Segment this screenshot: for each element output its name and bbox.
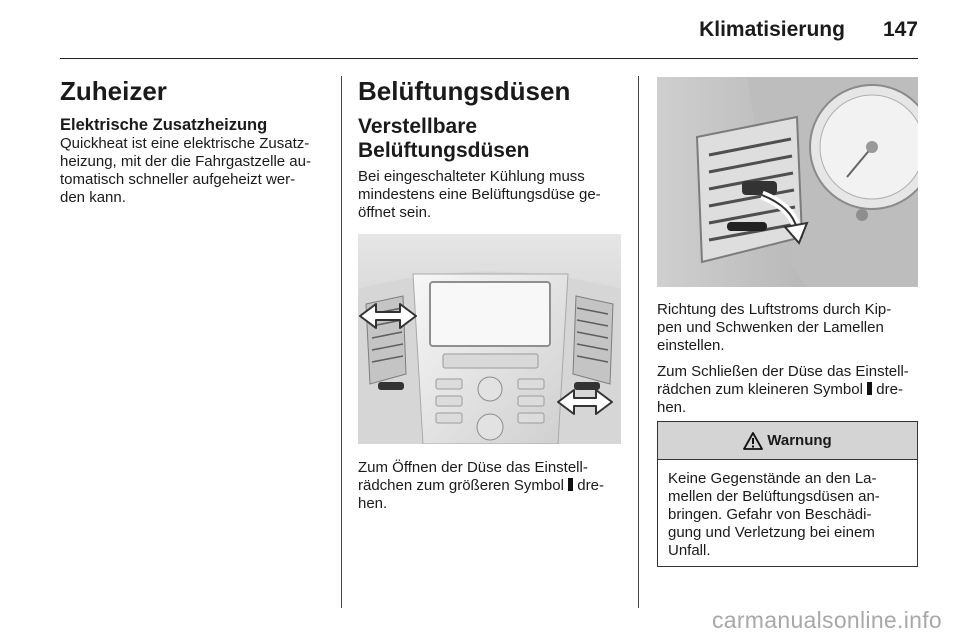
column-divider-2 — [638, 76, 639, 608]
paragraph-kuehlung — [358, 168, 626, 222]
paragraph-luftstrom — [657, 301, 927, 355]
text-line: hen. — [358, 495, 388, 512]
subheading-zusatzheizung: Elektrische Zusatzheizung — [60, 116, 268, 134]
running-header — [699, 18, 918, 42]
page-number: 147 — [882, 18, 918, 41]
column-divider-1 — [341, 76, 342, 608]
subheading-line: Belüftungsdüsen — [358, 139, 530, 162]
text-fragment: dre- — [573, 477, 604, 494]
text-line: gung und Verletzung bei einem — [668, 524, 875, 541]
warning-title: Warnung — [767, 432, 832, 449]
text-line: heizung, mit der die Fahrgastzelle au- — [60, 153, 311, 170]
text-line: tomatisch schneller aufgeheizt wer- — [60, 171, 296, 188]
subheading-line: Verstellbare — [358, 115, 478, 138]
paragraph-schliessen — [657, 363, 932, 417]
text-line: Zum Öffnen der Düse das Einstell- — [358, 459, 588, 476]
text-line: bringen. Gefahr von Beschädi- — [668, 506, 872, 523]
warning-box — [657, 421, 918, 567]
paragraph-quickheat — [60, 135, 332, 207]
text-line: einstellen. — [657, 337, 725, 354]
text-line: Quickheat ist eine elektrische Zusatz- — [60, 135, 310, 152]
warning-text — [658, 460, 917, 560]
section-heading-belueftungsduesen: Belüftungsdüsen — [358, 76, 571, 106]
text-line: den kann. — [60, 189, 126, 206]
text-line: Keine Gegenstände an den La- — [668, 470, 877, 487]
header-rule — [60, 58, 918, 59]
text-line: mindestens eine Belüftungsdüse ge- — [358, 186, 601, 203]
left-column — [60, 76, 332, 207]
text-line: pen und Schwenken der Lamellen — [657, 319, 884, 336]
text-line: öffnet sein. — [358, 204, 432, 221]
text-fragment: rädchen zum kleineren Symbol — [657, 381, 863, 398]
text-line: Zum Schließen der Düse das Einstell- — [657, 363, 909, 380]
warning-header — [658, 422, 917, 460]
caption-oeffnen — [358, 459, 626, 513]
text-line — [358, 477, 626, 495]
watermark: carmanualsonline.info — [711, 607, 942, 633]
text-fragment: dre- — [872, 381, 903, 398]
warning-triangle-icon — [743, 432, 763, 450]
text-line: Richtung des Luftstroms durch Kip- — [657, 301, 892, 318]
section-heading-zuheizer: Zuheizer — [60, 76, 167, 106]
middle-column — [358, 76, 626, 222]
text-line: mellen der Belüftungsdüsen an- — [668, 488, 880, 505]
text-fragment: rädchen zum größeren Symbol — [358, 477, 564, 494]
side-vent-illustration — [657, 77, 918, 287]
dashboard-vents-illustration — [358, 234, 621, 444]
text-line: hen. — [657, 399, 687, 416]
chapter-title: Klimatisierung — [699, 18, 845, 41]
text-line — [657, 381, 932, 399]
text-line: Unfall. — [668, 542, 711, 559]
text-line: Bei eingeschalteter Kühlung muss — [358, 168, 585, 185]
